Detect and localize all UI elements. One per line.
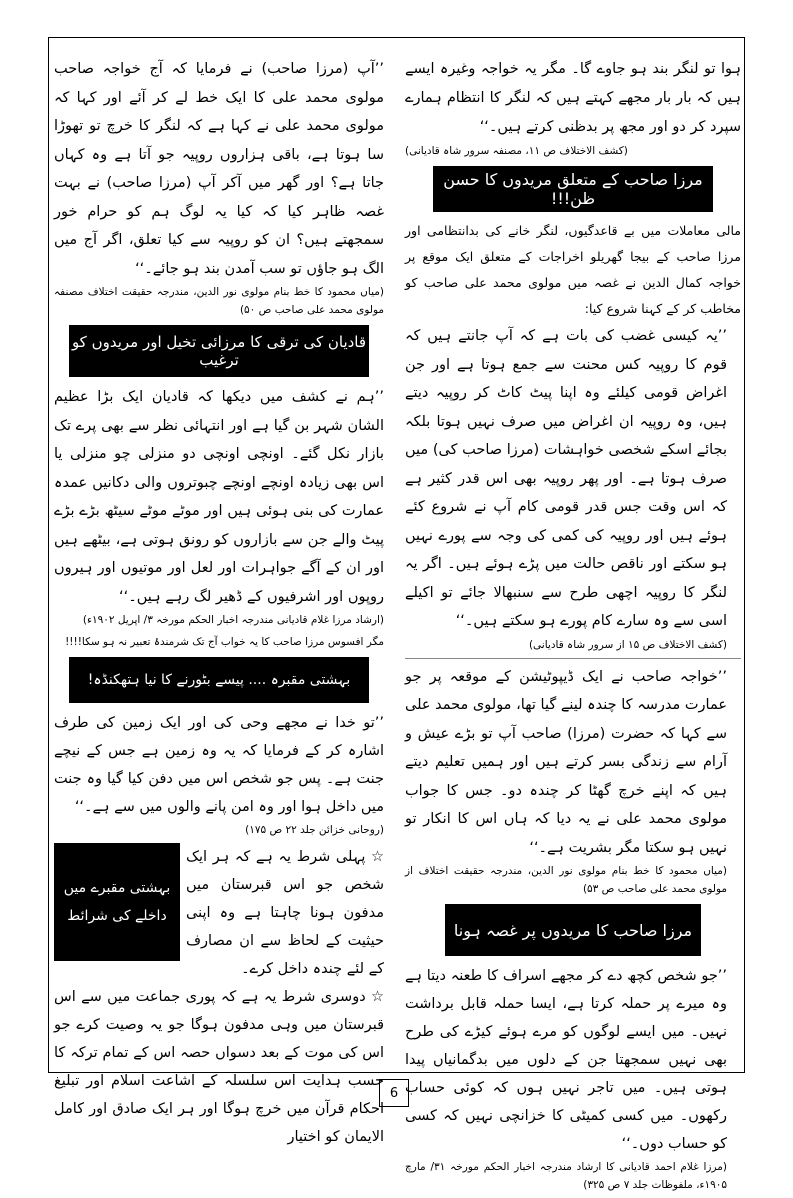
left-paragraph-4: ☆ پہلی شرط یہ ہے کہ ہر ایک شخص جو اس قبرستان میں مدفون ہونا چاہتا ہے وہ اپنی حیثیت کے لحاظ سے ان مصارف کے لئے چندہ داخل کرے۔ xyxy=(186,849,384,977)
banner-title: مرزا صاحب کا مریدوں پر غصہ ہونا xyxy=(453,920,693,940)
banner-title: مرزا صاحب کے متعلق مریدوں کا حسن ظن!!! xyxy=(443,170,703,208)
right-reference-4: (میاں محمود کا خط بنام مولوی نور الدین، مندرجہ حقیقت اختلاف از مولوی محمد علی صاحب ص ۵۳) xyxy=(405,865,727,895)
right-paragraph-4: ’’خواجہ صاحب نے ایک ڈیپوٹیشن کے موقعہ پر جو عمارت مدرسہ کا چندہ لینے گیا تھا، مولوی محمد علی سے کہا کہ حضرت (مرزا) صاحب آپ تو بڑے عیش و آرام سے زندگی بسر کرتے ہیں اور ہمیں تعلیم دیتے ہیں کہ اپنے خرچ گھٹا کر چندہ دو۔ جس کا جواب مولوی محمد علی نے یہ دیا کہ ہاں اس کا انکار تو نہیں ہو سکتا مگر بشریت ہے۔‘‘ xyxy=(405,668,727,856)
left-note-2: مگر افسوس مرزا صاحب کا یہ خواب آج تک شرمندۂ تعبیر نہ ہو سکا!!!! xyxy=(65,636,384,648)
banner-title: بہشتی مقبرہ .... پیسے بٹورنے کا نیا ہتھکنڈہ! xyxy=(87,672,351,688)
conditions-block xyxy=(54,843,384,983)
side-banner-title: بہشتی مقبرے میں داخلے کی شرائط xyxy=(63,880,171,924)
right-reference-3: (کشف الاختلاف ص ۱۵ از سرور شاہ قادیانی) xyxy=(528,638,727,651)
right-reference-5: (مرزا غلام احمد قادیانی کا ارشاد مندرجہ اخبار الحکم مورخہ ۳۱/ مارچ ۱۹۰۵ء، ملفوظات جلد ۷ ص ۳۲۵) xyxy=(405,1161,727,1191)
banner-murids-ghussa xyxy=(445,904,701,956)
banner-bahishti-maqbara xyxy=(69,657,369,703)
left-paragraph-1: ’’آپ (مرزا صاحب) نے فرمایا کہ آج خواجہ صاحب مولوی محمد علی کا ایک خط لے کر آئے اور کہا کہ مولوی محمد علی نے کہا ہے کہ لنگر کا خرچ تو تھوڑا سا ہوتا ہے، باقی ہزاروں روپیہ جو آتا ہے وہ کہاں جاتا ہے؟ اور گھر میں آکر آپ (مرزا صاحب) نے بہت غصہ ظاہر کیا کہ کیا یہ لوگ ہم کو حرام خور سمجھتے ہیں؟ ان کو روپیہ سے کیا تعلق، اگر آج میں الگ ہو جاؤں تو سب آمدن بند ہو جائے۔‘‘ xyxy=(54,61,384,277)
side-banner-shara-it xyxy=(54,843,180,961)
divider xyxy=(405,658,741,659)
left-reference-1: (میاں محمود کا خط بنام مولوی نور الدین، مندرجہ حقیقت اختلاف مصنفہ مولوی محمد علی صاحب ص ۵۰) xyxy=(54,286,384,316)
banner-title: قادیان کی ترقی کا مرزائی تخیل اور مریدوں کو ترغیب xyxy=(71,333,367,369)
right-paragraph-3: ’’یہ کیسی غضب کی بات ہے کہ آپ جانتے ہیں کہ قوم کا روپیہ کس محنت سے جمع ہوتا ہے اور جن اغراض قومی کیلئے وہ اپنا پیٹ کاٹ کر روپیہ دیتے ہیں، وہ روپیہ ان اغراض میں صرف نہیں ہوتا بلکہ بجائے اسکے شخصی خواہشات (مرزا صاحب کی) میں صرف ہوتا ہے۔ اور پھر روپیہ بھی اس قدر کثیر ہے کہ اس وقت جس قدر قومی کام آپ نے شروع کئے ہوئے ہیں اور روپیہ کی کمی کی وجہ سے پورے نہیں ہو سکتے اور ناقص حالت میں پڑے ہوئے ہیں۔ اگر یہ لنگر کا روپیہ اچھی طرح سے سنبھالا جائے تو اکیلے اسی سے وہ سارے کام پورے ہو سکتے ہیں۔‘‘ xyxy=(405,328,727,629)
page-number: 6 xyxy=(379,1079,409,1107)
left-paragraph-5: ☆ دوسری شرط یہ ہے کہ پوری جماعت میں سے اس قبرستان میں وہی مدفون ہوگا جو یہ وصیت کرے جو اس کی موت کے بعد دسواں حصہ اس کے تمام ترکہ کا حسب ہدایت اس سلسلہ کے اشاعت اسلام اور تبلیغ احکام قرآن میں خرچ ہوگا اور ہر ایک صادق اور کامل الایمان کو اختیار xyxy=(54,989,384,1145)
left-paragraph-2: ’’ہم نے کشف میں دیکھا کہ قادیان ایک بڑا عظیم الشان شہر بن گیا ہے اور انتہائی نظر سے بھی پرے تک بازار نکل گئے۔ اونچی اونچی دو منزلی چو منزلی یا اس بھی زیادہ اونچے اونچے چبوتروں والی دکانیں عمدہ عمارت کی بنی ہوئی ہیں اور موٹے موٹے سیٹھ بڑے بڑے پیٹ والے جن سے بازاروں کو رونق ہوتی ہے، بیٹھے ہیں اور ان کے آگے جواہرات اور لعل اور موتیوں اور ہیروں روپوں اور اشرفیوں کے ڈھیر لگ رہے ہیں۔‘‘ xyxy=(54,389,384,605)
right-paragraph-5: ’’جو شخص کچھ دے کر مجھے اسراف کا طعنہ دیتا ہے وہ میرے پر حملہ کرتا ہے، ایسا حملہ قابل برداشت نہیں۔ میں ایسے لوگوں کو مرے ہوئے کیڑے کی طرح بھی نہیں سمجھتا جن کے دلوں میں بدگمانیاں پیدا ہوتی ہیں۔ میں تاجر نہیں ہوں کہ کوئی حساب رکھوں۔ میں کسی کمیٹی کا خزانچی نہیں کہ کسی کو حساب دوں۔‘‘ xyxy=(405,968,727,1152)
left-column xyxy=(54,55,384,1151)
banner-qadian-taraqqi xyxy=(69,325,369,377)
left-reference-2: (ارشاد مرزا غلام قادیانی مندرجہ اخبار الحکم مورخہ ۳/ اپریل ۱۹۰۲ء) xyxy=(82,614,384,626)
right-paragraph-1: ہوا تو لنگر بند ہو جاوے گا۔ مگر یہ خواجہ وغیرہ ایسے ہیں کہ بار بار مجھے کہتے ہیں کہ لنگر کا انتظام ہمارے سپرد کر دو اور مجھ پر بدظنی کرتے ہیں۔‘‘ xyxy=(405,61,741,135)
right-reference-1: (کشف الاختلاف ص ۱۱، مصنفہ سرور شاہ قادیانی) xyxy=(405,145,628,157)
left-paragraph-3: ’’تو خدا نے مجھے وحی کی اور ایک زمین کی طرف اشارہ کر کے فرمایا کہ یہ وہ زمین ہے جس کے نیچے جنت ہے۔ پس جو شخص اس میں دفن کیا گیا وہ جنت میں داخل ہوا اور وہ امن پانے والوں میں سے ہے۔‘‘ xyxy=(54,715,384,815)
right-paragraph-2: مالی معاملات میں بے قاعدگیوں، لنگر خانے کی بدانتظامی اور مرزا صاحب کے بیجا گھریلو اخراجات کے متعلق ایک موقع پر خواجہ کمال الدین نے غصہ میں مولوی محمد علی صاحب کو مخاطب کر کے کہنا شروع کیا: xyxy=(405,223,741,316)
banner-murids-husn-e-zan xyxy=(433,166,713,212)
left-reference-3: (روحانی خزائن جلد ۲۲ ص ۱۷۵) xyxy=(245,824,384,836)
right-column xyxy=(405,55,741,1198)
